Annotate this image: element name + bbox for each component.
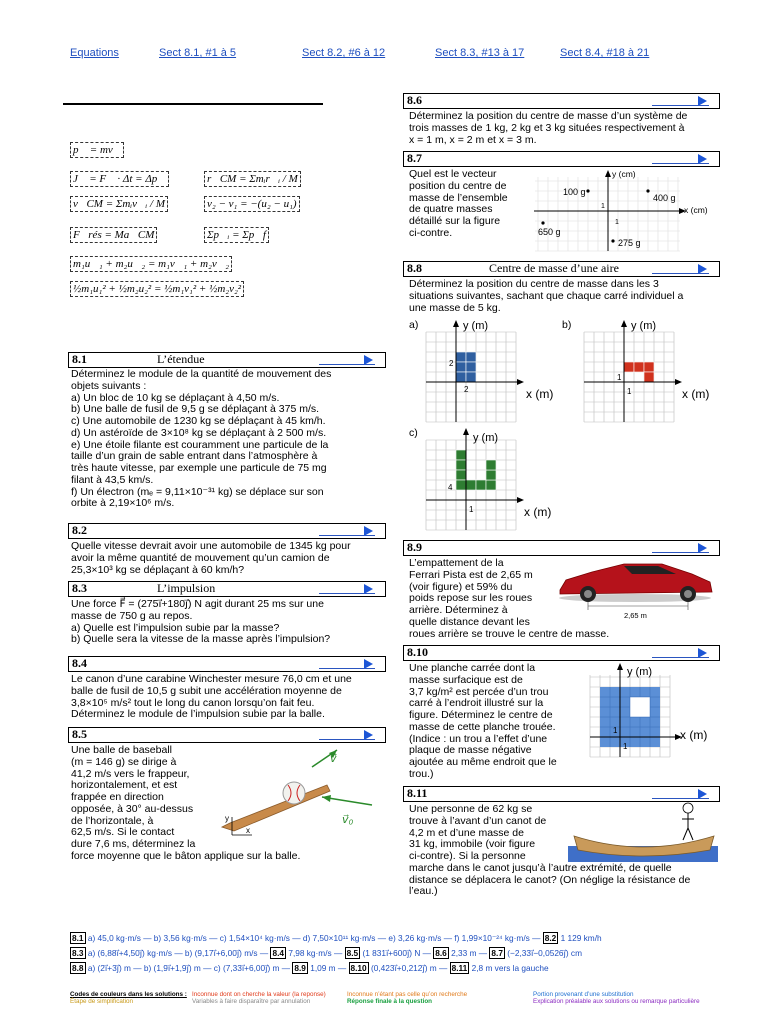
svg-text:y (m): y (m) (463, 320, 489, 332)
q8-7-text: Quel est le vecteur position du centre de masse de l’ensemble de quatre masses détaillé sur la figure ci-contre. (409, 168, 508, 239)
svg-text:x (m): x (m) (524, 505, 552, 519)
formula-collision-energy: ½m₁u₁² + ½m₂u₂² = ½m₁v₁² + ½m₂v₂² (70, 281, 244, 297)
canoe-figure (568, 800, 718, 864)
axis-y-label: y (cm) (612, 169, 636, 179)
q8-1-title: L’étendue (157, 352, 205, 366)
play-arrow-icon[interactable] (364, 526, 373, 536)
play-arrow-icon[interactable] (364, 659, 373, 669)
q8-2-text: Quelle vitesse devrait avoir une automobile de 1345 kg pour avoir la même quantité de mouvement qu’un camion de 25,3×10³ kg se déplaçant à 60 km/h? (71, 540, 351, 576)
svg-text:2: 2 (464, 385, 469, 394)
mass-100g-label: 100 g (563, 187, 586, 197)
answers-row-2: 8.3 a) (6,88i⃗+4,50j⃗) kg·m/s — b) (9,17i⃗+6,00j⃗) m/s — 8.4 7,98 kg·m/s — 8.5 (1 831i⃗+600j⃗) N — 8.6 2,33 m — 8.7 (−2,33i⃗−0,0526j⃗) cm (72, 948, 582, 958)
q8-10-text: Une planche carrée dont la masse surfacique est de 3,7 kg/m² est percée d’un trou carré à l’endroit illustré sur la figure. Déterminez le centre de masse de cette planche trouée. (Indice : un trou a l’effet d’une plaque de masse négative ajoutée au même endroit que le trou.) (409, 662, 557, 780)
svg-text:x (m): x (m) (682, 387, 710, 401)
q8-10-figure (584, 661, 718, 761)
legend-title: Codes de couleurs dans les solutions : (70, 991, 187, 998)
formula-net-force: F⃗rés = Ma⃗CM (70, 227, 157, 243)
formula-elastic-velocity: v₂ − v₁ = −(u₂ − u₁) (204, 196, 300, 212)
q8-3-header: 8.3 L’impulsion (68, 581, 386, 597)
velocity-label: v⃗ (330, 753, 337, 765)
baseball-icon (283, 782, 305, 804)
nav-link-equations[interactable]: Equations (70, 47, 119, 59)
q8-8-c-figure (420, 426, 560, 531)
nav-link-sect-8-2[interactable]: Sect 8.2, #6 à 12 (302, 47, 386, 59)
q8-11-header: 8.11 (403, 786, 720, 802)
play-arrow-icon[interactable] (698, 648, 707, 658)
q8-1-header (68, 352, 386, 368)
header-rule (63, 103, 323, 105)
q8-1-number: 8.1 (72, 352, 87, 366)
formula-rcm: r⃗CM = Σmᵢr⃗ᵢ / M (204, 171, 301, 187)
play-arrow-icon[interactable] (364, 584, 373, 594)
svg-text:x (m): x (m) (526, 387, 554, 401)
axis-y-label: y (225, 814, 229, 823)
formula-vcm: v⃗CM = Σmᵢv⃗ᵢ / M (70, 196, 168, 212)
play-arrow-icon[interactable] (364, 730, 373, 740)
person-icon (683, 803, 693, 813)
legend-item: Portion provenant d’une substitution (533, 991, 634, 998)
svg-text:y (m): y (m) (631, 320, 657, 332)
nav-link-sect-8-4[interactable]: Sect 8.4, #18 à 21 (560, 47, 650, 59)
mass-650g-label: 650 g (538, 227, 561, 237)
q8-4-header: 8.4 (68, 656, 386, 672)
q8-9-header: 8.9 (403, 540, 720, 556)
q8-2-header: 8.2 (68, 523, 386, 539)
svg-text:1: 1 (601, 203, 605, 210)
q8-8-b-figure (578, 318, 718, 423)
initial-velocity-label: v⃗₀ (342, 814, 354, 826)
svg-text:1: 1 (469, 505, 474, 514)
nav-link-sect-8-3[interactable]: Sect 8.3, #13 à 17 (435, 47, 525, 59)
mass-400g-label: 400 g (653, 193, 676, 203)
svg-text:1: 1 (615, 219, 619, 226)
axis-x-label: x (cm) (684, 205, 708, 215)
q8-8-c-label: c) (409, 427, 418, 439)
q8-8-text: Déterminez la position du centre de masse dans les 3 situations suivantes, sachant que chaque carré individuel a une masse de 5 kg. (409, 278, 684, 314)
svg-text:y (m): y (m) (627, 666, 653, 678)
q8-4-text: Le canon d’une carabine Winchester mesure 76,0 cm et une balle de fusil de 10,5 g subit une accélération moyenne de 3,8×10⁵ m/s² tout le long du canon lorsqu’on fait feu. Déterminez le module de l’impulsion subie par la balle. (71, 673, 352, 721)
svg-text:1: 1 (627, 387, 632, 396)
legend-item: Variables à faire disparaître par annulation (192, 998, 311, 1005)
q8-8-a-figure (420, 318, 560, 423)
legend-item: Inconnue dont on cherche la valeur (la reponse) (192, 991, 326, 998)
q8-5-text: Une balle de baseball (m = 146 g) se dirige à 41,2 m/s vers le frappeur, horizontalement, et est frappée en direction opposée, à 30° au-dessus de l’horizontale, à 62,5 m/s. Si le contact dure 7,6 ms, déterminez la force moyenne que le bâton applique sur la balle. (71, 744, 301, 862)
q8-5-header: 8.5 (68, 727, 386, 743)
formula-conservation: Σp⃗ᵢ = Σp⃗f (204, 227, 269, 243)
svg-text:1: 1 (617, 373, 622, 382)
svg-text:4: 4 (448, 483, 453, 492)
svg-text:2: 2 (449, 359, 454, 368)
q8-7-figure (530, 167, 716, 255)
formula-momentum: p⃗ = mv⃗ (70, 142, 124, 158)
play-arrow-icon[interactable] (364, 355, 373, 365)
q8-9-text: L’empattement de la Ferrari Pista est de 2,65 m (voir figure) et 59% du poids repose sur les roues arrière. Déterminez à quelle distance devant les roues arrière se trouve le centre de masse. (409, 557, 610, 640)
q8-7-header: 8.7 (403, 151, 720, 167)
svg-text:y (m): y (m) (473, 432, 499, 444)
q8-1-text: Déterminez le module de la quantité de mouvement des objets suivants : a) Un bloc de 10 kg se déplaçant à 4,50 m/s. b) Une balle de fusil de 9,5 g se déplaçant à 375 m/s. c) Une automobile de 1230 kg se déplaçant à 45 km/h. d) Un astéroïde de 3×10⁸ kg se déplaçant à 2 500 m/s. e) Une étoile filante est couramment une particule de la taille d’un grain de sable entrant dans l’atmosphère à très haute vitesse, par exemple une particule de 75 mg filant à 43,5 km/s. f) Un électron (mₑ = 9,11×10⁻³¹ kg) se déplace sur son orbite à 2,19×10⁶ m/s. (71, 368, 332, 510)
q8-3-text: Une force F⃗ = (275i⃗+180j⃗) N agit durant 25 ms sur une masse de 750 g au repos. a) Quelle est l’impulsion subie par la masse? b) Quelle sera la vitesse de la masse après l’impulsion? (71, 598, 331, 646)
play-arrow-icon[interactable] (698, 543, 707, 553)
q8-8-header: 8.8 Centre de masse d’une aire (403, 261, 720, 277)
play-arrow-icon[interactable] (698, 264, 707, 274)
axis-x-label: x (246, 826, 250, 835)
q8-8-a-label: a) (409, 319, 419, 331)
q8-8-b-label: b) (562, 319, 572, 331)
svg-text:1: 1 (613, 726, 618, 735)
play-arrow-icon[interactable] (698, 154, 707, 164)
q8-10-header: 8.10 (403, 645, 720, 661)
legend-item: Étape de simplification (70, 998, 134, 1005)
formula-collision-momentum: m₁u⃗₁ + m₂u⃗₂ = m₁v⃗₁ + m₂v⃗₂ (70, 256, 232, 272)
wheelbase-label: 2,65 m (624, 611, 647, 620)
formula-impulse: J⃗ = F⃗ · Δt = Δp⃗ (70, 171, 169, 187)
ferrari-car-figure (552, 556, 718, 622)
answers-row-1: 8.1 a) 45,0 kg·m/s — b) 3,56 kg·m/s — c) 1,54×10⁴ kg·m/s — d) 7,50×10¹¹ kg·m/s — e) 3,26 kg·m/s — f) 1,99×10⁻²⁴ kg·m/s — 8.2 1 129 km/h (72, 933, 602, 943)
q8-6-text: Déterminez la position du centre de masse d’un système de trois masses de 1 kg, 2 kg et 3 kg situées respectivement à x = 1 m, x = 2 m et x = 3 m. (409, 110, 688, 146)
legend-item: Explication préalable aux solutions ou remarque particulière (533, 998, 700, 1005)
mass-275g-label: 275 g (618, 238, 641, 248)
baseball-figure (212, 745, 382, 837)
q8-11-text: Une personne de 62 kg se trouve à l’avant d’un canot de 4,2 m et d’une masse de 31 kg, immobile (voir figure ci-contre). Si la personne marche dans le canot jusqu’à l’autre extrémité, de quelle distance se déplacera le canot? (On néglige la résistance de l’eau.) (409, 803, 691, 898)
svg-text:1: 1 (623, 742, 628, 751)
nav-link-sect-8-1[interactable]: Sect 8.1, #1 à 5 (159, 47, 237, 59)
play-arrow-icon[interactable] (698, 789, 707, 799)
play-arrow-icon[interactable] (698, 96, 707, 106)
legend-item: Réponse finale à la question (347, 998, 433, 1005)
svg-text:x (m): x (m) (680, 728, 708, 742)
answers-row-3: 8.8 a) (2i⃗+3j⃗) m — b) (1,9i⃗+1,9j⃗) m — c) (7,33i⃗+6,00j⃗) m — 8.9 1,09 m — 8.10 (0,423i⃗+0,212j⃗) m — 8.11 2,8 m vers la gauche (72, 963, 549, 973)
legend-item: Inconnue n’étant pas celle qu’on recherche (347, 991, 468, 998)
q8-6-header: 8.6 (403, 93, 720, 109)
